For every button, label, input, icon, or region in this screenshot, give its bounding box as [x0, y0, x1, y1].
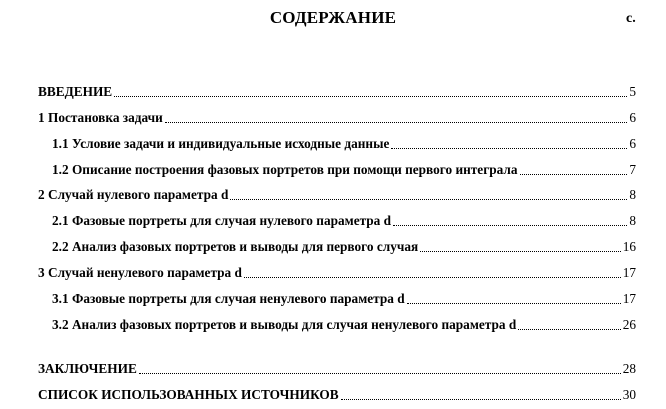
toc-entry-page: 16 [622, 239, 636, 254]
toc-entry-section-1-1[interactable] [52, 136, 636, 152]
dot-leader [139, 373, 621, 374]
toc-entry-page: 6 [629, 110, 636, 125]
toc-entry-page: 30 [622, 387, 636, 402]
toc-entry-section-2-1[interactable] [52, 213, 636, 229]
dot-leader [420, 251, 621, 252]
dot-leader [407, 303, 621, 304]
toc-entry-page: 17 [622, 291, 636, 306]
page-column-label: с. [626, 11, 636, 26]
toc-entry-label: 1 Постановка задачи [38, 110, 163, 125]
dot-leader [341, 399, 621, 400]
dot-leader [518, 329, 620, 330]
toc-entry-section-2-2[interactable] [52, 239, 636, 255]
dot-leader [165, 122, 628, 123]
toc-entry-section-3[interactable] [38, 265, 636, 281]
dot-leader [230, 199, 627, 200]
toc-entry-section-3-2[interactable] [52, 317, 636, 333]
toc-entry-label: 2 Случай нулевого параметра d [38, 187, 229, 202]
toc-entry-label: 1.1 Условие задачи и индивидуальные исходные данные [52, 136, 390, 151]
toc-entry-page: 6 [629, 136, 636, 151]
toc-entry-conclusion[interactable] [38, 361, 636, 377]
dot-leader [391, 148, 627, 149]
toc-entry-page: 8 [629, 213, 636, 228]
toc-entry-page: 26 [622, 317, 636, 332]
dot-leader [244, 277, 621, 278]
toc-entry-label: 1.2 Описание построения фазовых портретов при помощи первого интеграла [52, 162, 518, 177]
toc-entry-label: 3.1 Фазовые портреты для случая ненулевого параметра d [52, 291, 405, 306]
toc-entry-section-1-2[interactable] [52, 162, 636, 178]
toc-entry-page: 7 [629, 162, 636, 177]
toc-entry-section-2[interactable] [38, 187, 636, 203]
toc-entry-introduction[interactable] [38, 84, 636, 100]
toc-entry-page: 5 [629, 84, 636, 99]
toc-entry-page: 17 [622, 265, 636, 280]
toc-entry-label: СПИСОК ИСПОЛЬЗОВАННЫХ ИСТОЧНИКОВ [38, 387, 339, 402]
toc-entry-page: 8 [629, 187, 636, 202]
dot-leader [393, 225, 627, 226]
toc-entry-section-3-1[interactable] [52, 291, 636, 307]
toc-entry-label: 3 Случай ненулевого параметра d [38, 265, 242, 280]
toc-entry-label: ЗАКЛЮЧЕНИЕ [38, 361, 137, 376]
dot-leader [520, 174, 628, 175]
toc-entry-label: 2.1 Фазовые портреты для случая нулевого параметра d [52, 213, 392, 228]
toc-entry-references[interactable] [38, 387, 636, 403]
toc-entry-label: ВВЕДЕНИЕ [38, 84, 113, 99]
toc-entry-label: 2.2 Анализ фазовых портретов и выводы для первого случая [52, 239, 419, 254]
toc-entry-section-1[interactable] [38, 110, 636, 126]
toc-title: СОДЕРЖАНИЕ [269, 8, 397, 27]
dot-leader [114, 96, 627, 97]
toc-entry-label: 3.2 Анализ фазовых портретов и выводы для случая ненулевого параметра d [52, 317, 517, 332]
toc-entry-page: 28 [622, 361, 636, 376]
